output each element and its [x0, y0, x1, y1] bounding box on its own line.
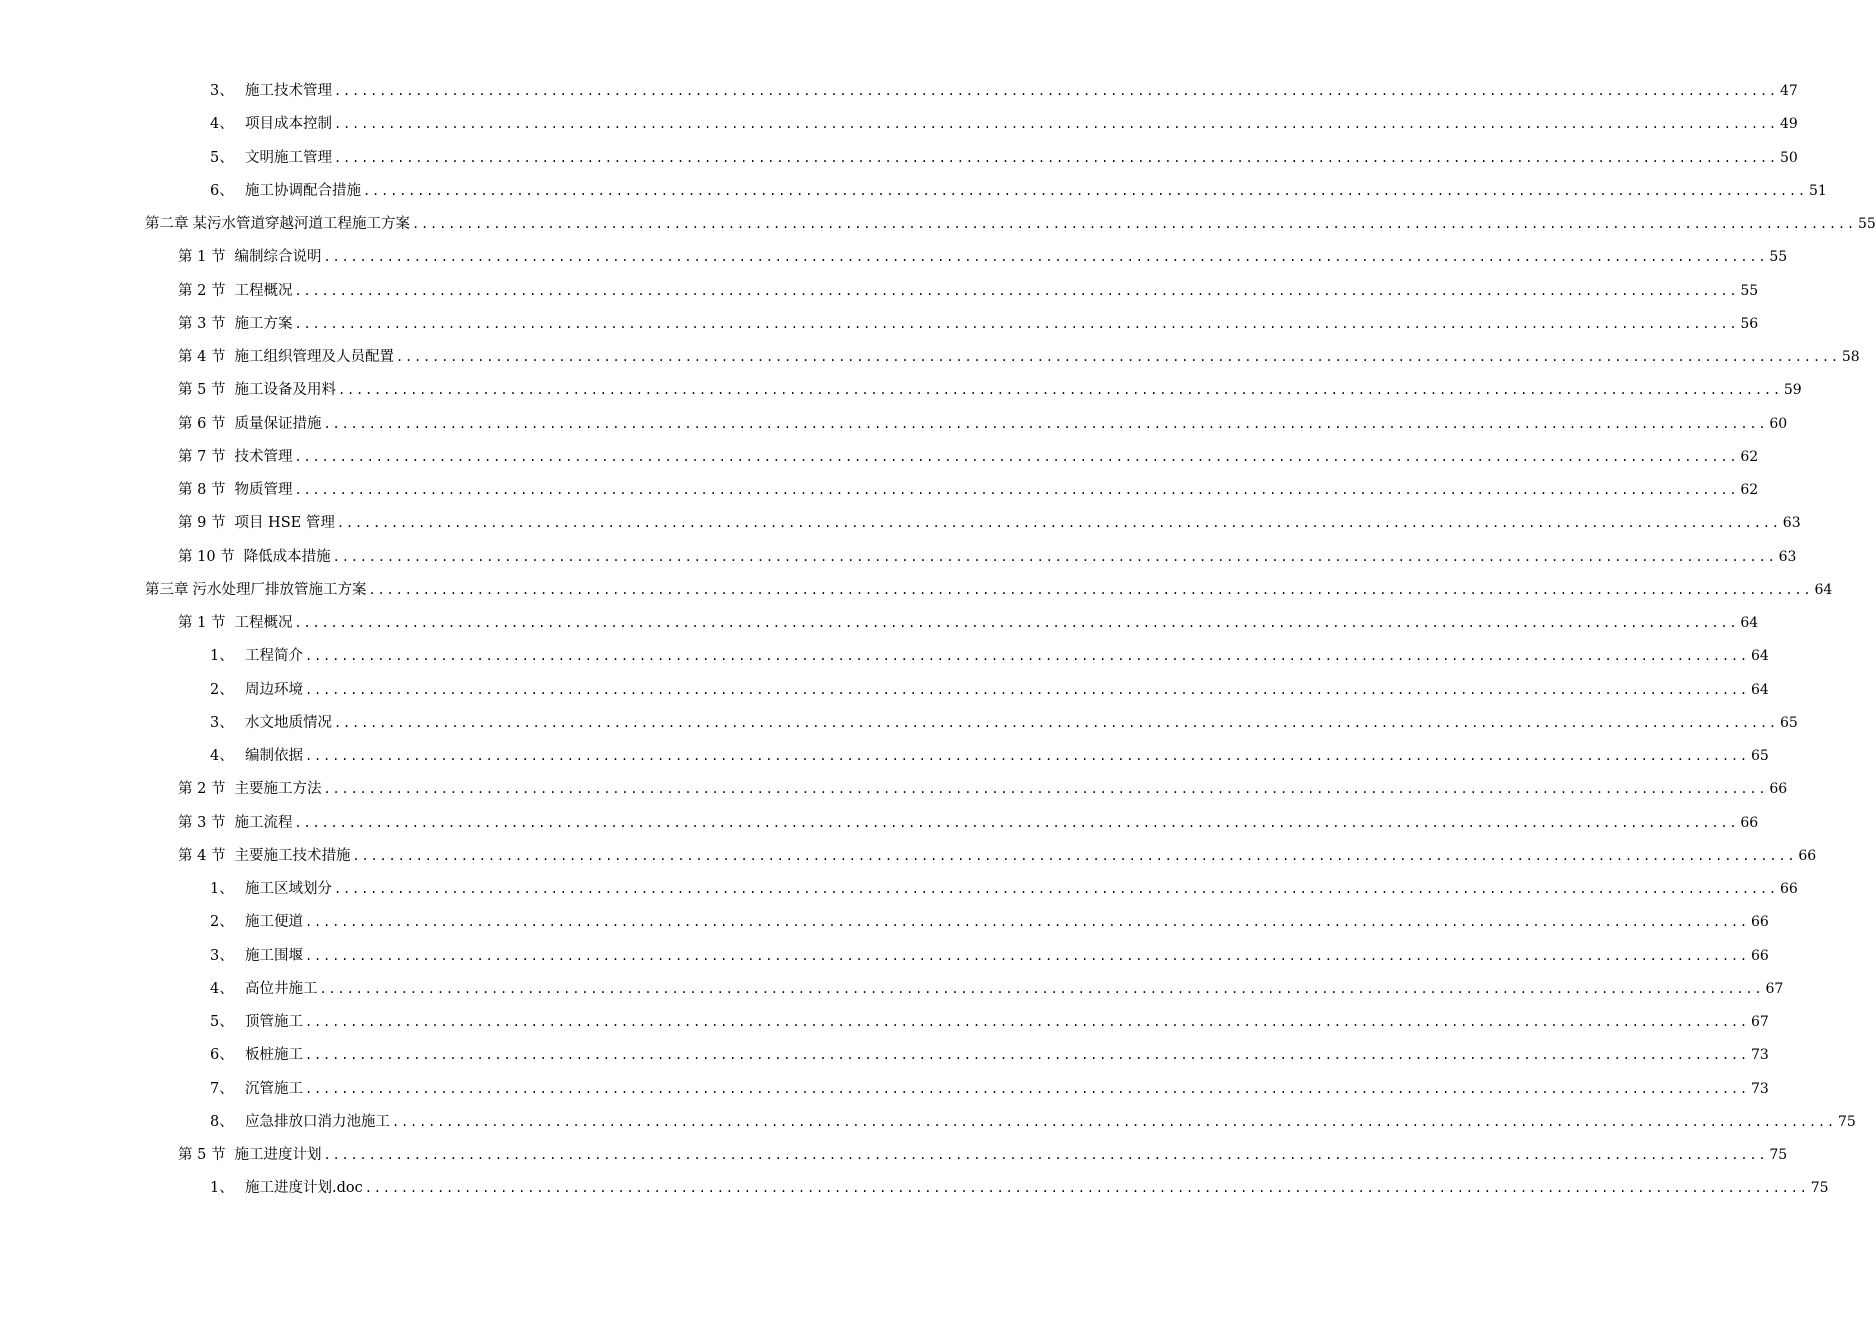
toc-entry-page-number: 55 — [1740, 282, 1759, 299]
toc-entry-page-number: 58 — [1841, 349, 1860, 365]
toc-dot-leader: ................................................................................................................................................................ — [294, 616, 1739, 630]
toc-entry-page-number: 64 — [1740, 615, 1759, 631]
toc-entry-line — [178, 543, 1797, 571]
toc-entry-line — [145, 576, 1833, 604]
toc-entry-page-number: 56 — [1740, 315, 1759, 332]
toc-entry-title: 某污水管道穿越河道工程施工方案 — [192, 216, 410, 232]
toc-entry-title: 板桩施工 — [245, 1047, 303, 1064]
toc-entry[interactable] — [0, 1108, 1856, 1141]
toc-entry[interactable] — [0, 110, 1798, 143]
toc-entry[interactable] — [0, 642, 1769, 675]
toc-entry-title: 施工区域划分 — [245, 881, 332, 897]
toc-entry-number: 7、 — [210, 1080, 234, 1097]
toc-dot-leader: ................................................................................................................................................................ — [305, 1081, 1749, 1096]
toc-entry-line — [178, 842, 1817, 870]
toc-entry[interactable] — [0, 543, 1797, 576]
toc-entry-number: 第 3 节 — [178, 315, 226, 332]
toc-entry-page-number: 62 — [1740, 448, 1759, 465]
toc-entry-number: 6、 — [210, 1047, 234, 1064]
toc-entry-page-number: 64 — [1750, 681, 1769, 698]
toc-entry-number: 第 3 节 — [178, 814, 226, 831]
toc-entry[interactable] — [0, 842, 1817, 875]
toc-entry-line — [178, 376, 1802, 404]
toc-dot-leader: ................................................................................................................................................................ — [336, 516, 1781, 531]
toc-dot-leader: ................................................................................................................................................................ — [305, 749, 1749, 763]
toc-entry[interactable] — [0, 1075, 1769, 1108]
toc-entry-page-number: 75 — [1837, 1113, 1856, 1130]
toc-dot-leader: ................................................................................................................................................................ — [334, 715, 1778, 730]
toc-entry-page-number: 47 — [1779, 83, 1798, 99]
toc-entry[interactable] — [0, 875, 1798, 908]
toc-entry[interactable] — [0, 942, 1769, 975]
toc-entry-title: 物质管理 — [234, 482, 293, 498]
toc-entry-line — [178, 509, 1801, 537]
toc-entry-title: 施工组织管理及人员配置 — [234, 349, 394, 365]
toc-entry-page-number: 66 — [1769, 781, 1788, 798]
toc-entry-page-number: 66 — [1798, 847, 1817, 864]
toc-dot-leader: ................................................................................................................................................................ — [294, 815, 1739, 830]
toc-entry-line — [210, 1041, 1769, 1069]
toc-entry-page-number: 66 — [1750, 947, 1769, 964]
toc-entry-title: 主要施工技术措施 — [234, 847, 351, 864]
toc-dot-leader: ................................................................................................................................................................ — [305, 1048, 1749, 1063]
toc-entry-title: 施工进度计划 — [234, 1147, 322, 1163]
toc-dot-leader: ................................................................................................................................................................ — [294, 316, 1739, 331]
toc-entry-title: 降低成本措施 — [243, 548, 331, 565]
toc-entry-line — [178, 809, 1759, 837]
toc-entry-number: 第 10 节 — [178, 548, 235, 565]
toc-entry-number: 2、 — [210, 681, 234, 698]
toc-dot-leader: ................................................................................................................................................................ — [305, 682, 1749, 697]
toc-entry-number: 6、 — [210, 182, 234, 199]
toc-entry-number: 第 7 节 — [178, 448, 226, 465]
toc-dot-leader: ................................................................................................................................................................ — [305, 649, 1749, 664]
toc-entry[interactable] — [0, 809, 1759, 842]
toc-entry[interactable] — [0, 908, 1769, 941]
toc-entry-number: 第 4 节 — [178, 847, 226, 864]
toc-entry-page-number: 63 — [1782, 515, 1801, 532]
toc-entry-line — [178, 1141, 1788, 1169]
toc-entry[interactable] — [0, 1008, 1769, 1041]
toc-entry-title: 施工协调配合措施 — [245, 182, 361, 199]
toc-dot-leader: ................................................................................................................................................................ — [392, 1114, 1836, 1129]
toc-entry-number: 4、 — [210, 116, 234, 133]
toc-entry-line — [210, 742, 1769, 770]
toc-entry[interactable] — [0, 1041, 1769, 1074]
toc-dot-leader: ................................................................................................................................................................ — [294, 449, 1739, 464]
toc-entry-title: 技术管理 — [234, 448, 293, 465]
toc-entry-line — [178, 609, 1759, 637]
toc-entry-title: 编制依据 — [245, 748, 303, 764]
toc-entry[interactable] — [0, 676, 1769, 709]
toc-entry-number: 4、 — [210, 748, 234, 764]
toc-entry-line — [210, 709, 1798, 737]
toc-dot-leader: ................................................................................................................................................................ — [334, 84, 1778, 98]
toc-dot-leader: ................................................................................................................................................................ — [323, 782, 1768, 797]
toc-entry-title: 应急排放口消力池施工 — [245, 1113, 390, 1130]
toc-entry-number: 第 2 节 — [178, 781, 226, 798]
toc-entry-title: 项目 HSE 管理 — [234, 515, 335, 532]
toc-entry-line — [210, 942, 1769, 970]
toc-entry-line — [210, 676, 1769, 704]
toc-entry-page-number: 73 — [1750, 1047, 1769, 1064]
toc-entry[interactable] — [0, 410, 1788, 443]
toc-entry[interactable] — [0, 77, 1798, 110]
toc-entry-number: 第三章 — [145, 581, 189, 598]
toc-entry-page-number: 62 — [1740, 482, 1759, 498]
toc-entry-number: 2、 — [210, 914, 234, 931]
toc-entry[interactable] — [0, 742, 1769, 775]
toc-entry-number: 3、 — [210, 83, 234, 99]
toc-entry-number: 1、 — [210, 881, 234, 897]
toc-entry[interactable] — [0, 709, 1798, 742]
toc-entry-line — [210, 110, 1798, 138]
toc-dot-leader: ................................................................................................................................................................ — [332, 549, 1777, 564]
toc-entry-title: 项目成本控制 — [245, 116, 332, 133]
toc-entry-title: 施工方案 — [234, 315, 293, 332]
toc-dot-leader: ................................................................................................................................................................ — [305, 915, 1749, 930]
toc-entry-number: 第 1 节 — [178, 615, 226, 631]
toc-entry-title: 施工技术管理 — [245, 83, 332, 99]
toc-entry-page-number: 66 — [1750, 914, 1769, 931]
toc-entry-number: 第 9 节 — [178, 515, 226, 532]
toc-entry-number: 1、 — [210, 1180, 234, 1197]
toc-entry-title: 施工便道 — [245, 914, 303, 931]
toc-entry-page-number: 55 — [1857, 216, 1876, 232]
toc-entry-page-number: 67 — [1765, 980, 1784, 997]
toc-entry[interactable] — [0, 509, 1801, 542]
toc-entry-title: 质量保证措施 — [234, 415, 322, 432]
toc-entry-page-number: 60 — [1769, 415, 1788, 432]
toc-entry-page-number: 66 — [1740, 814, 1759, 831]
toc-entry-number: 第 5 节 — [178, 1147, 226, 1163]
toc-entry-page-number: 65 — [1779, 714, 1798, 731]
toc-entry-number: 8、 — [210, 1113, 234, 1130]
toc-entry[interactable] — [0, 476, 1759, 509]
toc-entry-number: 第二章 — [145, 216, 189, 232]
toc-entry-title: 施工围堰 — [245, 947, 303, 964]
toc-dot-leader: ................................................................................................................................................................ — [412, 217, 1856, 231]
toc-entry-page-number: 75 — [1769, 1147, 1788, 1163]
toc-entry-page-number: 51 — [1808, 182, 1827, 199]
toc-entry-title: 工程概况 — [234, 615, 293, 631]
toc-entry-page-number: 67 — [1750, 1014, 1769, 1030]
toc-dot-leader: ................................................................................................................................................................ — [337, 383, 1782, 398]
toc-entry-number: 4、 — [210, 980, 234, 997]
toc-dot-leader: ................................................................................................................................................................ — [334, 117, 1778, 132]
toc-entry-line — [210, 875, 1798, 903]
toc-dot-leader: ................................................................................................................................................................ — [334, 150, 1778, 165]
toc-entry-line — [210, 1008, 1769, 1036]
toc-entry-line — [178, 343, 1860, 371]
toc-dot-leader: ................................................................................................................................................................ — [294, 283, 1739, 298]
toc-entry-number: 5、 — [210, 149, 234, 166]
toc-entry-page-number: 64 — [1750, 648, 1769, 665]
toc-entry-line — [210, 1075, 1769, 1103]
toc-entry-page-number: 73 — [1750, 1080, 1769, 1097]
toc-entry-number: 3、 — [210, 947, 234, 964]
toc-entry-title: 施工流程 — [234, 814, 293, 831]
toc-entry-title: 文明施工管理 — [245, 149, 332, 166]
toc-entry[interactable] — [0, 177, 1827, 210]
toc-entry[interactable] — [0, 210, 1876, 243]
toc-entry[interactable] — [0, 376, 1802, 409]
toc-entry-page-number: 75 — [1810, 1180, 1829, 1197]
toc-entry-number: 1、 — [210, 648, 234, 665]
toc-dot-leader: ................................................................................................................................................................ — [305, 1015, 1749, 1029]
toc-entry-page-number: 55 — [1769, 249, 1788, 266]
toc-entry-page-number: 66 — [1779, 881, 1798, 897]
toc-entry[interactable] — [0, 576, 1833, 609]
toc-entry-title: 编制综合说明 — [234, 249, 322, 266]
toc-dot-leader: ................................................................................................................................................................ — [319, 981, 1764, 996]
toc-entry-number: 5、 — [210, 1014, 234, 1030]
toc-dot-leader: ................................................................................................................................................................ — [334, 882, 1778, 896]
toc-entry-number: 第 2 节 — [178, 282, 226, 299]
toc-entry-line — [210, 77, 1798, 105]
toc-entry-number: 第 6 节 — [178, 415, 226, 432]
toc-dot-leader: ................................................................................................................................................................ — [395, 350, 1840, 364]
toc-entry-line — [178, 310, 1759, 338]
toc-dot-leader: ................................................................................................................................................................ — [305, 948, 1749, 963]
toc-entry-title: 沉管施工 — [245, 1080, 303, 1097]
toc-entry[interactable] — [0, 609, 1759, 642]
toc-entry-page-number: 64 — [1814, 581, 1833, 598]
toc-entry-line — [210, 144, 1798, 172]
toc-entry-line — [178, 243, 1788, 271]
toc-entry-title: 工程简介 — [245, 648, 303, 665]
toc-entry-number: 第 5 节 — [178, 382, 226, 399]
toc-entry-title: 高位井施工 — [245, 980, 318, 997]
toc-entry-page-number: 65 — [1750, 748, 1769, 764]
toc-entry-title: 施工进度计划.doc — [245, 1180, 363, 1197]
toc-entry-line — [178, 277, 1759, 305]
toc-entry-number: 3、 — [210, 714, 234, 731]
toc-entry-line — [210, 975, 1784, 1003]
toc-entry[interactable] — [0, 1174, 1829, 1207]
toc-entry-line — [210, 908, 1769, 936]
toc-entry-page-number: 63 — [1778, 548, 1797, 565]
toc-dot-leader: ................................................................................................................................................................ — [323, 1148, 1768, 1162]
toc-entry-line — [145, 210, 1876, 238]
toc-entry[interactable] — [0, 343, 1860, 376]
toc-entry-line — [178, 443, 1759, 471]
toc-entry-number: 第 8 节 — [178, 482, 226, 498]
toc-entry-page-number: 50 — [1779, 149, 1798, 166]
toc-dot-leader: ................................................................................................................................................................ — [352, 848, 1797, 863]
toc-entry-line — [178, 476, 1759, 504]
toc-dot-leader: ................................................................................................................................................................ — [364, 1181, 1809, 1196]
toc-entry-number: 第 1 节 — [178, 249, 226, 266]
toc-entry[interactable] — [0, 277, 1759, 310]
toc-dot-leader: ................................................................................................................................................................ — [368, 582, 1813, 597]
toc-entry-line — [210, 1174, 1829, 1202]
toc-entry[interactable] — [0, 243, 1788, 276]
toc-entry[interactable] — [0, 975, 1784, 1008]
toc-entry[interactable] — [0, 310, 1759, 343]
toc-dot-leader: ................................................................................................................................................................ — [294, 483, 1739, 497]
toc-entry-title: 污水处理厂排放管施工方案 — [192, 581, 367, 598]
toc-entry[interactable] — [0, 1141, 1788, 1174]
toc-entry-title: 工程概况 — [234, 282, 293, 299]
toc-entry-page-number: 59 — [1783, 382, 1802, 399]
toc-entry-line — [210, 1108, 1856, 1136]
toc-entry-page-number: 49 — [1779, 116, 1798, 133]
table-of-contents — [0, 77, 1876, 1208]
toc-entry-line — [210, 642, 1769, 670]
toc-entry[interactable] — [0, 443, 1759, 476]
toc-entry-title: 周边环境 — [245, 681, 303, 698]
toc-entry-line — [178, 775, 1788, 803]
toc-entry-number: 第 4 节 — [178, 349, 226, 365]
toc-entry[interactable] — [0, 775, 1788, 808]
toc-entry-title: 水文地质情况 — [245, 714, 332, 731]
toc-dot-leader: ................................................................................................................................................................ — [323, 416, 1768, 431]
toc-entry-line — [178, 410, 1788, 438]
toc-entry-title: 顶管施工 — [245, 1014, 303, 1030]
toc-dot-leader: ................................................................................................................................................................ — [363, 183, 1807, 198]
toc-entry-title: 主要施工方法 — [234, 781, 322, 798]
toc-dot-leader: ................................................................................................................................................................ — [323, 250, 1768, 265]
toc-entry[interactable] — [0, 144, 1798, 177]
toc-entry-title: 施工设备及用料 — [234, 382, 336, 399]
toc-entry-line — [210, 177, 1827, 205]
